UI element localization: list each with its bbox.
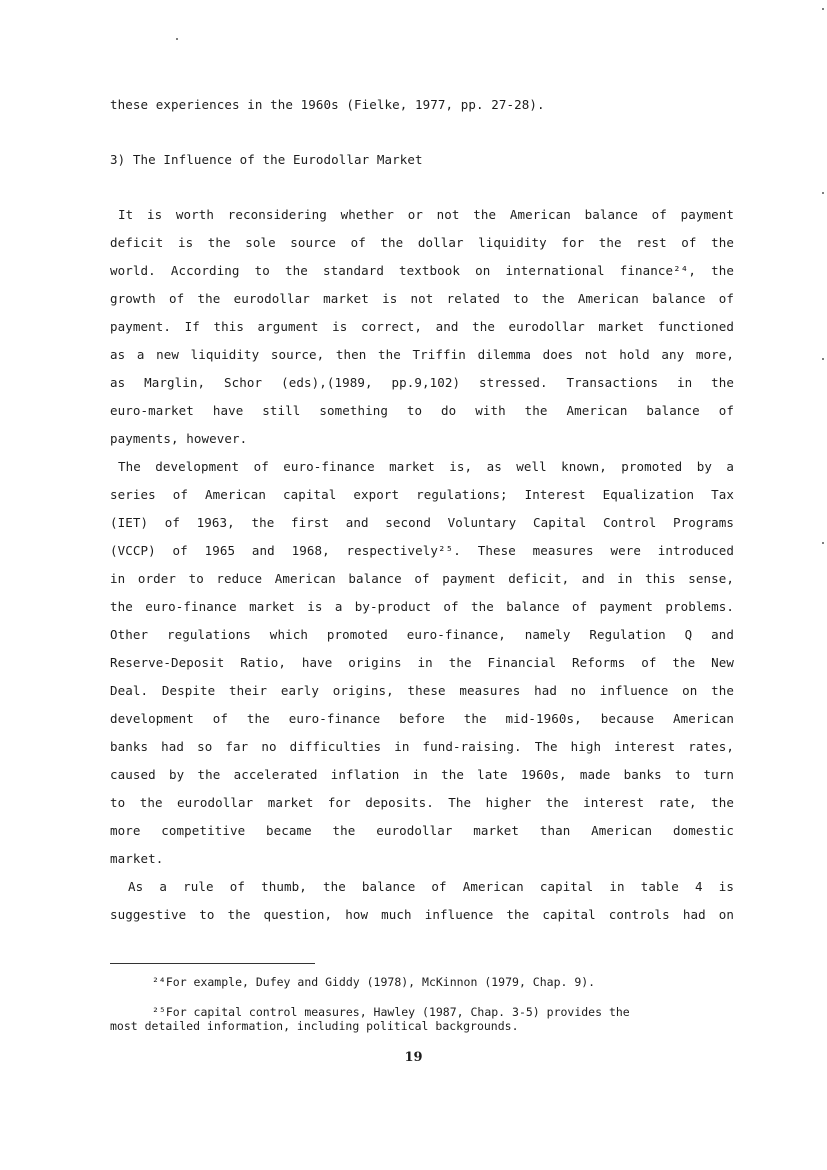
intro-line: these experiences in the 1960s (Fielke, 1977, pp. 27-28). (110, 97, 545, 112)
scan-speck (176, 38, 178, 40)
paragraph-line: in order to reduce American balance of payment deficit, and in this sense, (110, 571, 734, 586)
scan-speck (822, 542, 824, 544)
paragraph-line: market. (110, 851, 164, 866)
paragraph-line: development of the euro-finance before the mid-1960s, because American (110, 711, 734, 726)
paragraph-line: payments, however. (110, 431, 248, 446)
paragraph-line: Deal. Despite their early origins, these measures had no influence on the (110, 683, 734, 698)
paragraph-line: (IET) of 1963, the first and second Voluntary Capital Control Programs (110, 515, 734, 530)
paragraph-line: payment. If this argument is correct, and the eurodollar market functioned (110, 319, 734, 334)
paragraph-line: to the eurodollar market for deposits. The higher the interest rate, the (110, 795, 734, 810)
paragraph-line: suggestive to the question, how much influence the capital controls had on (110, 907, 734, 922)
paragraph-line: banks had so far no difficulties in fund-raising. The high interest rates, (110, 739, 734, 754)
scan-speck (822, 8, 824, 10)
paragraph-line: as a new liquidity source, then the Triffin dilemma does not hold any more, (110, 347, 734, 362)
footnote-25-line1: ²⁵For capital control measures, Hawley (1987, Chap. 3-5) provides the (152, 1005, 630, 1019)
paragraph-line: Other regulations which promoted euro-finance, namely Regulation Q and (110, 627, 734, 642)
paragraph-line: Reserve-Deposit Ratio, have origins in the Financial Reforms of the New (110, 655, 734, 670)
paragraph-line: the euro-finance market is a by-product of the balance of payment problems. (110, 599, 734, 614)
footnote-rule (110, 963, 315, 964)
paragraph-line: growth of the eurodollar market is not related to the American balance of (110, 291, 734, 306)
scan-speck (822, 192, 824, 194)
paragraph-line: deficit is the sole source of the dollar liquidity for the rest of the (110, 235, 734, 250)
scan-speck (822, 358, 824, 360)
paragraph-line: as Marglin, Schor (eds),(1989, pp.9,102) stressed. Transactions in the (110, 375, 734, 390)
paragraph-line: The development of euro-finance market is, as well known, promoted by a (118, 459, 734, 474)
paragraph-line: world. According to the standard textbook on international finance²⁴, the (110, 263, 734, 278)
paragraph-line: euro-market have still something to do with the American balance of (110, 403, 734, 418)
page-number: 19 (404, 1050, 423, 1065)
paragraph-line: It is worth reconsidering whether or not the American balance of payment (118, 207, 734, 222)
paragraph-line: (VCCP) of 1965 and 1968, respectively²⁵. These measures were introduced (110, 543, 734, 558)
paragraph-line: more competitive became the eurodollar market than American domestic (110, 823, 734, 838)
paragraph-line: As a rule of thumb, the balance of American capital in table 4 is (128, 879, 734, 894)
paragraph-line: caused by the accelerated inflation in the late 1960s, made banks to turn (110, 767, 734, 782)
footnote-24: ²⁴For example, Dufey and Giddy (1978), McKinnon (1979, Chap. 9). (152, 975, 596, 989)
footnote-25-line2: most detailed information, including political backgrounds. (110, 1019, 519, 1033)
paragraph-line: series of American capital export regulations; Interest Equalization Tax (110, 487, 734, 502)
section-heading: 3) The Influence of the Eurodollar Market (110, 152, 423, 167)
